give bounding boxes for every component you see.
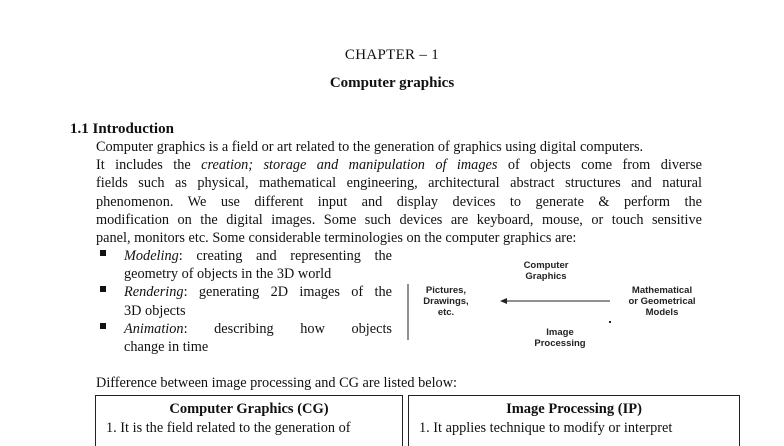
computer-graphics-label: Computer Graphics: [523, 260, 569, 282]
list-item: Animation: describing how objects change in time: [100, 320, 392, 356]
bullet-icon: [100, 323, 106, 329]
arrow-head-icon: [500, 298, 507, 304]
list-item: Modeling: creating and representing the geometry of objects in the 3D world: [100, 247, 392, 283]
chapter-subtitle: Computer graphics: [329, 75, 455, 91]
cg-ip-diagram: [404, 252, 724, 356]
pictures-label: Pictures, Drawings, etc.: [423, 285, 469, 318]
table-header-cg: Computer Graphics (CG): [169, 401, 329, 417]
chapter-heading: CHAPTER – 1: [344, 47, 440, 63]
dot-mark: [609, 321, 611, 323]
intro-line-5: modification on the digital images. Some such devices are keyboard, mouse, or touch sensitive: [96, 211, 702, 228]
models-label: Mathematical or Geometrical Models: [628, 285, 696, 318]
bullet-icon: [100, 286, 106, 292]
intro-line-2: It includes the creation; storage and manipulation of images of objects come from diverse: [96, 157, 702, 174]
list-item: Rendering: generating 2D images of the 3D objects: [100, 283, 392, 319]
table-row: 1. It is the field related to the generation of: [106, 420, 351, 436]
bullet-icon: [100, 250, 106, 256]
intro-line-3: fields such as physical, mathematical engineering, architectural abstract structures and natural: [96, 175, 702, 192]
intro-line-1: Computer graphics is a field or art related to the generation of graphics using digital computers.: [96, 139, 644, 155]
table-column-ip: [408, 395, 740, 446]
table-column-cg: [95, 395, 403, 446]
intro-paragraph: [96, 138, 702, 247]
table-row: 1. It applies technique to modify or interpret: [419, 420, 673, 436]
section-heading: 1.1 Introduction: [70, 121, 174, 137]
table-header-ip: Image Processing (IP): [506, 401, 642, 417]
difference-intro: Difference between image processing and CG are listed below:: [96, 375, 457, 391]
intro-line-6: panel, monitors etc. Some considerable terminologies on the computer graphics are:: [96, 229, 577, 246]
intro-line-4: phenomenon. We use different input and display devices to generate & perform the: [96, 193, 702, 210]
image-processing-label: Image Processing: [534, 327, 586, 349]
terminology-list: [100, 247, 392, 356]
